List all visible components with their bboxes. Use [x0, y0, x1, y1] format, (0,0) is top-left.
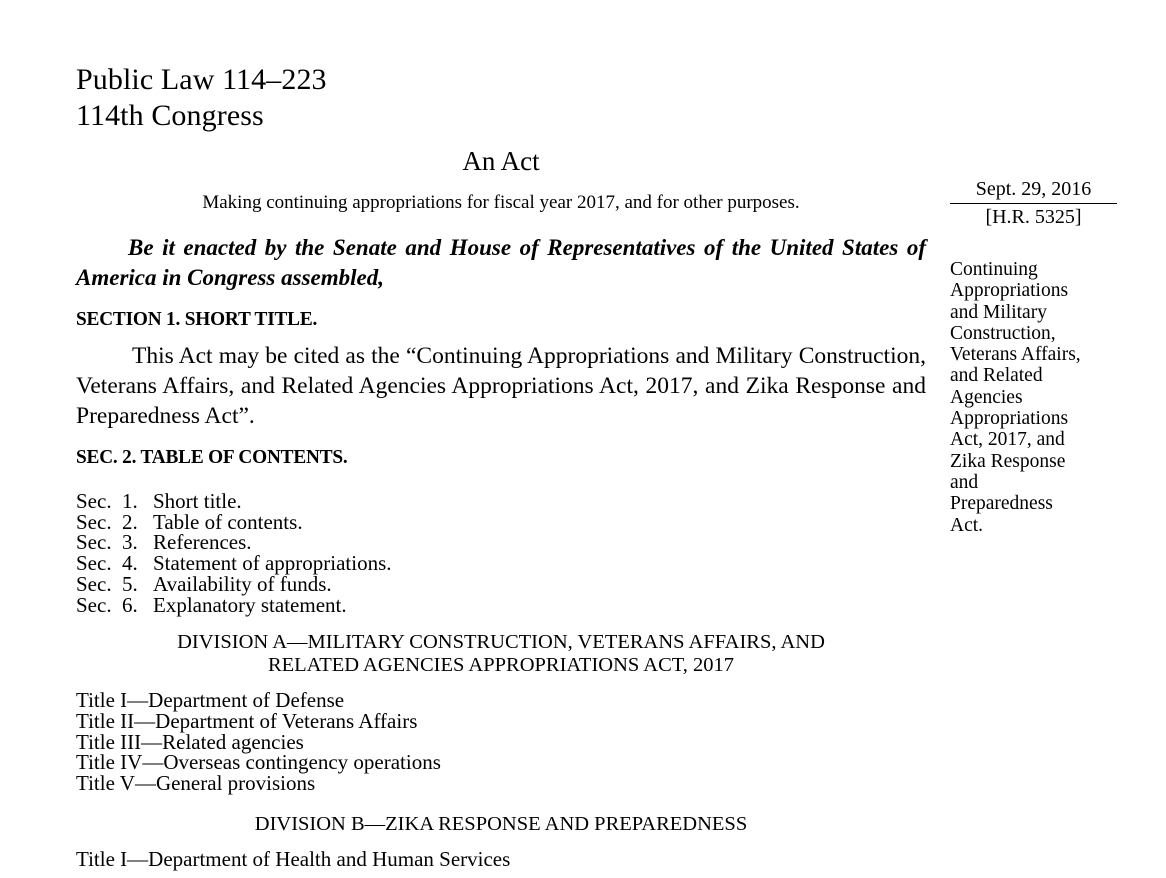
toc-entry [76, 491, 926, 512]
section-1-paragraph [76, 341, 926, 431]
toc-entry [76, 553, 926, 574]
toc-number: 6. [122, 592, 138, 617]
toc-prefix: Sec. [76, 551, 112, 576]
long-title: Making continuing appropriations for fiscal year 2017, and for other purposes. [202, 192, 800, 213]
law-number: Public Law 114–223 [76, 63, 327, 96]
margin-note-line: Construction, [950, 322, 1056, 344]
toc-prefix: Sec. [76, 571, 112, 596]
congress-number: 114th Congress [76, 99, 264, 132]
toc-prefix: Sec. [76, 489, 112, 513]
margin-note-line: Veterans Affairs, [950, 344, 1081, 366]
toc-prefix: Sec. [76, 509, 112, 534]
division-a-title-item: Title I—Department of Defense [76, 688, 345, 713]
toc-number: 1. [122, 489, 138, 513]
toc-label: Short title. [153, 489, 242, 513]
division-a-title-item: Title III—Related agencies [76, 729, 304, 754]
toc-number: 2. [122, 509, 138, 534]
section-2-heading: SEC. 2. TABLE OF CONTENTS. [76, 446, 348, 468]
margin-note-line: Act. [950, 514, 984, 536]
division-a-heading [76, 631, 926, 677]
section-1-text: This Act may be cited as the “Continuing Appropriations and Military Construction, Veterans Affairs, and Related Agencies Appropriations Act, 2017, and Zika Response and Preparedness Act”. [76, 343, 926, 429]
main-text-column [76, 0, 926, 869]
act-heading: An Act [462, 146, 540, 176]
toc-entry [76, 532, 926, 553]
margin-note-subject [950, 259, 1140, 536]
toc-prefix: Sec. [76, 592, 112, 617]
division-b-heading-line-1: DIVISION B—ZIKA RESPONSE AND PREPAREDNESS [254, 812, 748, 835]
table-of-contents [76, 491, 926, 615]
toc-number: 3. [122, 530, 138, 555]
margin-note-line: Act, 2017, and [950, 429, 1065, 451]
division-b-heading [76, 813, 926, 836]
division-a-title-list [76, 690, 926, 794]
toc-entry [76, 509, 926, 534]
division-a-heading-line-1: DIVISION A—MILITARY CONSTRUCTION, VETERANS AFFAIRS, AND [177, 631, 825, 654]
toc-entry [76, 592, 926, 617]
toc-label: Availability of funds. [153, 571, 332, 596]
approval-date: Sept. 29, 2016 [950, 178, 1117, 204]
toc-label: Table of contents. [153, 509, 303, 534]
margin-note-line: Zika Response [950, 450, 1066, 472]
page-title [76, 62, 926, 134]
division-b-title-item: Title I—Department of Health and Human Services [76, 846, 511, 871]
division-b-title-list [76, 846, 926, 871]
toc-number: 5. [122, 571, 138, 596]
margin-note-line: and Related [950, 365, 1043, 387]
section-1-heading: SECTION 1. SHORT TITLE. [76, 308, 318, 330]
margin-note-date-block [950, 178, 1117, 229]
margin-note-line: Continuing [950, 259, 1038, 280]
margin-note-column [950, 0, 1140, 536]
margin-note-line: and Military [950, 301, 1047, 323]
toc-prefix: Sec. [76, 530, 112, 555]
margin-note-line: Appropriations [950, 408, 1069, 430]
division-a-heading-line-2: RELATED AGENCIES APPROPRIATIONS ACT, 2017 [267, 654, 735, 677]
bill-number: [H.R. 5325] [985, 206, 1082, 228]
toc-number: 4. [122, 551, 138, 576]
margin-note-line: Preparedness [950, 493, 1053, 515]
toc-label: Statement of appropriations. [153, 551, 392, 576]
enacting-clause [76, 233, 926, 293]
margin-note-line: Appropriations [950, 280, 1069, 302]
enacting-clause-text: Be it enacted by the Senate and House of Representatives of the United States of America in Congress assembled, [76, 235, 926, 290]
toc-label: Explanatory statement. [153, 592, 347, 617]
margin-note-line: Agencies [950, 386, 1023, 408]
division-a-title-item: Title V—General provisions [76, 771, 316, 796]
toc-entry [76, 571, 926, 596]
margin-note-line: and [950, 471, 979, 493]
division-a-title-item: Title II—Department of Veterans Affairs [76, 708, 418, 733]
division-a-title-item: Title IV—Overseas contingency operations [76, 750, 441, 775]
toc-label: References. [153, 530, 252, 555]
